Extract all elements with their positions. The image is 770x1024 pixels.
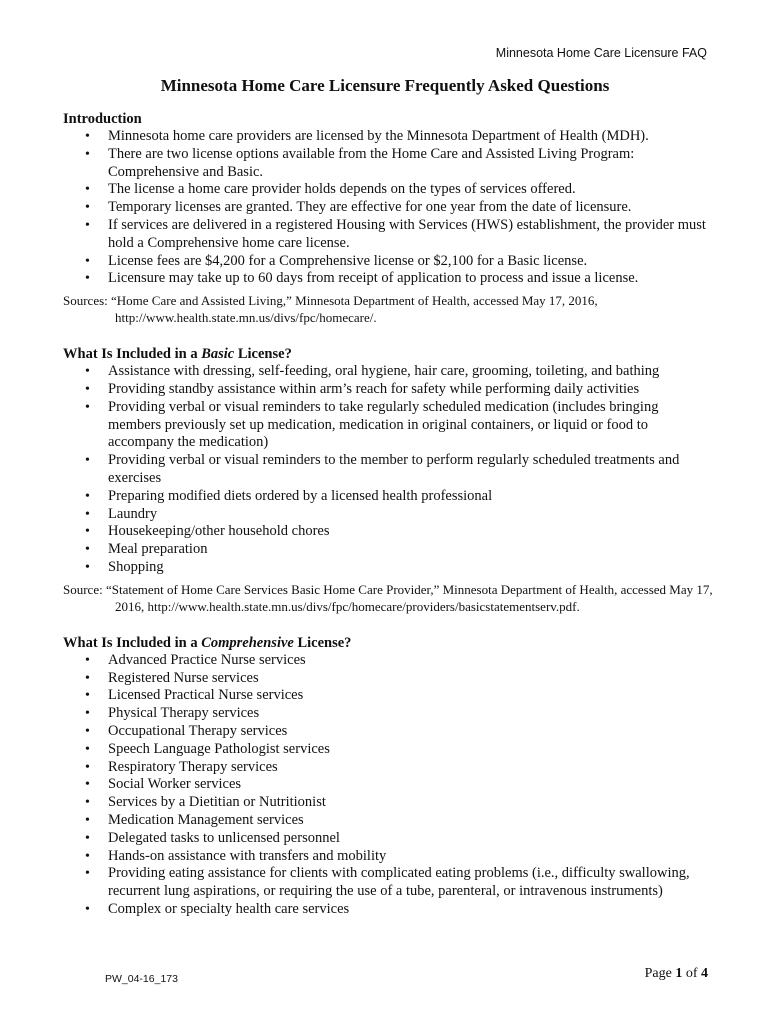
bullet-icon: • — [85, 741, 90, 757]
list-item — [63, 776, 713, 794]
list-item-text: Temporary licenses are granted. They are effective for one year from the date of licensure. — [108, 199, 632, 216]
bullet-icon: • — [85, 524, 90, 540]
list-item-text: Providing standby assistance within arm’s reach for safety while performing daily activities — [108, 380, 640, 397]
list-item-text: Medication Management services — [108, 811, 304, 828]
list-item — [63, 381, 713, 399]
list-item-text: Hands-on assistance with transfers and mobility — [108, 847, 387, 864]
page-number — [645, 966, 708, 982]
list-item-text: Complex or specialty health care services — [108, 900, 350, 917]
page-current: 1 — [675, 966, 683, 981]
document-title: Minnesota Home Care Licensure Frequently Asked Questions — [160, 76, 610, 95]
page-label: Page — [644, 966, 672, 981]
list-item-text: Occupational Therapy services — [108, 722, 288, 739]
bullet-icon: • — [85, 688, 90, 704]
list-item-text: Providing verbal or visual reminders to take regularly scheduled medication (includes bringing members previously set up medication, medication in original containers, or liquid or food to accompany the medication) — [108, 398, 659, 451]
list-item-text: License fees are $4,200 for a Comprehensive license or $2,100 for a Basic license. — [108, 252, 588, 269]
heading-emphasis: Comprehensive — [201, 634, 294, 651]
page-total: 4 — [701, 966, 708, 981]
bullet-icon: • — [85, 795, 90, 811]
bullet-icon: • — [85, 848, 90, 864]
list-item — [63, 506, 713, 524]
list-item — [63, 181, 713, 199]
bullet-icon: • — [85, 777, 90, 793]
running-header: Minnesota Home Care Licensure FAQ — [495, 46, 707, 60]
list-item — [63, 399, 713, 452]
list-item — [63, 794, 713, 812]
list-item — [63, 723, 713, 741]
introduction-source: Sources: “Home Care and Assisted Living,” Minnesota Department of Health, accessed May 17, 2016, http://www.health.state.mn.us/divs/fpc/homecare/. — [63, 293, 598, 326]
list-item — [63, 741, 713, 759]
list-item-text: Meal preparation — [108, 541, 208, 558]
bullet-icon: • — [85, 271, 90, 287]
bullet-icon: • — [85, 381, 90, 397]
list-item-text: There are two license options available from the Home Care and Assisted Living Program: Comprehensive and Basic. — [108, 145, 635, 180]
list-item — [63, 217, 713, 253]
list-item-text: Housekeeping/other household chores — [108, 523, 330, 540]
introduction-list — [63, 128, 713, 288]
list-item — [63, 488, 713, 506]
list-item-text: Shopping — [108, 558, 164, 575]
basic-license-source: Source: “Statement of Home Care Services Basic Home Care Provider,” Minnesota Department of Health, accessed May 17, 2016, http://www.health.state.mn.us/divs/fpc/homecare/providers/basicstatementserv.pdf. — [63, 581, 713, 614]
bullet-icon: • — [85, 182, 90, 198]
heading-emphasis: Basic — [201, 346, 235, 363]
list-item — [63, 759, 713, 777]
list-item-text: Preparing modified diets ordered by a licensed health professional — [108, 487, 493, 504]
bullet-icon: • — [85, 506, 90, 522]
list-item-text: Licensed Practical Nurse services — [108, 687, 304, 704]
list-item — [63, 652, 713, 670]
list-item-text: The license a home care provider holds depends on the types of services offered. — [108, 181, 576, 198]
bullet-icon: • — [85, 830, 90, 846]
bullet-icon: • — [85, 364, 90, 380]
list-item-text: Registered Nurse services — [108, 669, 259, 686]
list-item-text: Respiratory Therapy services — [108, 758, 278, 775]
list-item — [63, 253, 713, 271]
list-item — [63, 670, 713, 688]
section-heading-comprehensive — [63, 634, 713, 652]
bullet-icon: • — [85, 706, 90, 722]
comprehensive-license-list — [63, 652, 713, 919]
list-item-text: Licensure may take up to 60 days from receipt of application to process and issue a license. — [108, 270, 639, 287]
section-heading-introduction: Introduction — [63, 111, 142, 127]
list-item — [63, 270, 713, 288]
list-item-text: Providing verbal or visual reminders to the member to perform regularly scheduled treatments and exercises — [108, 452, 680, 486]
list-item — [63, 559, 713, 577]
list-item-text: If services are delivered in a registered Housing with Services (HWS) establishment, the provider must hold a Comprehensive home care license. — [108, 216, 706, 251]
bullet-icon: • — [85, 488, 90, 504]
list-item — [63, 687, 713, 705]
list-item — [63, 452, 713, 488]
bullet-icon: • — [85, 652, 90, 668]
bullet-icon: • — [85, 723, 90, 739]
section-heading-basic — [63, 345, 713, 363]
list-item — [63, 199, 713, 217]
section-basic-license — [63, 345, 713, 615]
bullet-icon: • — [85, 129, 90, 144]
document-body — [63, 110, 713, 938]
list-item — [63, 523, 713, 541]
bullet-icon: • — [85, 901, 90, 917]
bullet-icon: • — [85, 253, 90, 269]
basic-license-list — [63, 363, 713, 577]
list-item-text: Delegated tasks to unlicensed personnel — [108, 829, 340, 846]
list-item-text: Assistance with dressing, self-feeding, oral hygiene, hair care, grooming, toileting, and bathing — [108, 363, 660, 380]
heading-suffix: License? — [234, 346, 292, 363]
list-item — [63, 146, 713, 182]
list-item — [63, 812, 713, 830]
bullet-icon: • — [85, 670, 90, 686]
list-item-text: Laundry — [108, 505, 158, 522]
list-item-text: Services by a Dietitian or Nutritionist — [108, 794, 326, 811]
bullet-icon: • — [85, 542, 90, 558]
heading-prefix: What Is Included in a — [63, 634, 202, 651]
list-item — [63, 901, 713, 919]
bullet-icon: • — [85, 453, 90, 469]
list-item-text: Social Worker services — [108, 776, 242, 793]
list-item-text: Physical Therapy services — [108, 705, 260, 722]
page-of: of — [685, 966, 698, 981]
bullet-icon: • — [85, 399, 90, 415]
heading-suffix: License? — [293, 634, 352, 651]
list-item — [63, 848, 713, 866]
list-item-text: Providing eating assistance for clients with complicated eating problems (i.e., difficulty swallowing, recurrent lung aspirations, or requiring the use of a tube, parenteral, or intravenous instruments) — [108, 865, 690, 900]
bullet-icon: • — [85, 217, 90, 233]
bullet-icon: • — [85, 759, 90, 775]
bullet-icon: • — [85, 866, 90, 882]
list-item — [63, 705, 713, 723]
bullet-icon: • — [85, 559, 90, 575]
list-item — [63, 865, 713, 901]
list-item — [63, 363, 713, 381]
list-item — [63, 830, 713, 848]
list-item-text: Advanced Practice Nurse services — [108, 651, 306, 668]
heading-prefix: What Is Included in a — [63, 346, 202, 363]
list-item-text: Minnesota home care providers are licensed by the Minnesota Department of Health (MDH). — [108, 128, 649, 144]
list-item-text: Speech Language Pathologist services — [108, 740, 330, 757]
bullet-icon: • — [85, 200, 90, 216]
bullet-icon: • — [85, 812, 90, 828]
section-comprehensive-license — [63, 634, 713, 919]
list-item — [63, 128, 713, 146]
document-code: PW_04-16_173 — [105, 973, 178, 985]
section-introduction — [63, 110, 713, 326]
list-item — [63, 541, 713, 559]
bullet-icon: • — [85, 146, 90, 162]
